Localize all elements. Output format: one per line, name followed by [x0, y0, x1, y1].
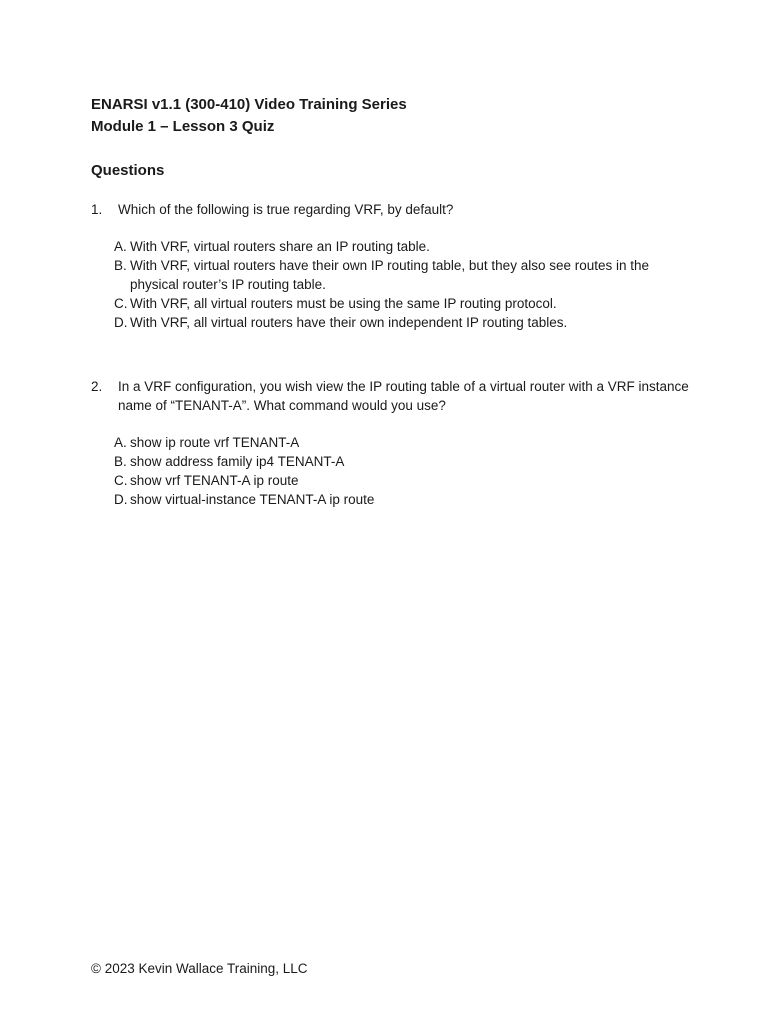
option-d	[114, 490, 691, 509]
option-letter: A.	[114, 435, 127, 450]
option-letter: D.	[114, 492, 128, 507]
option-c	[114, 294, 691, 313]
option-b	[114, 256, 691, 294]
option-a	[114, 433, 691, 452]
option-text: show vrf TENANT-A ip route	[130, 473, 299, 488]
option-text: With VRF, all virtual routers must be using the same IP routing protocol.	[130, 296, 557, 311]
option-letter: C.	[114, 473, 128, 488]
question-number: 1.	[91, 202, 103, 217]
option-a	[114, 237, 691, 256]
option-text: With VRF, all virtual routers have their own independent IP routing tables.	[130, 315, 568, 330]
option-letter: A.	[114, 239, 127, 254]
option-text: show ip route vrf TENANT-A	[130, 435, 300, 450]
questions-heading: Questions	[91, 162, 165, 179]
option-d	[114, 313, 691, 332]
option-text: show address family ip4 TENANT-A	[130, 454, 345, 469]
question-stem	[91, 200, 691, 219]
course-title: ENARSI v1.1 (300-410) Video Training Series	[91, 96, 407, 113]
quiz-title: Module 1 – Lesson 3 Quiz	[91, 118, 275, 135]
option-b	[114, 452, 691, 471]
option-letter: B.	[114, 258, 127, 273]
option-c	[114, 471, 691, 490]
document-header	[91, 94, 691, 138]
option-letter: C.	[114, 296, 128, 311]
question-1	[91, 200, 691, 332]
option-letter: B.	[114, 454, 127, 469]
question-2	[91, 377, 691, 509]
option-text: With VRF, virtual routers have their own IP routing table, but they also see routes in the physical router’s IP routing table.	[130, 258, 650, 292]
answer-options	[114, 237, 691, 332]
answer-options	[114, 433, 691, 509]
option-text: With VRF, virtual routers share an IP routing table.	[130, 239, 430, 254]
question-stem	[91, 377, 691, 415]
option-letter: D.	[114, 315, 128, 330]
copyright-footer: © 2023 Kevin Wallace Training, LLC	[91, 961, 308, 976]
question-text: Which of the following is true regarding VRF, by default?	[118, 202, 454, 217]
option-text: show virtual-instance TENANT-A ip route	[130, 492, 375, 507]
question-text: In a VRF configuration, you wish view the IP routing table of a virtual router with a VRF instance name of “TENANT-A”. What command would you use?	[118, 379, 689, 413]
question-number: 2.	[91, 379, 103, 394]
